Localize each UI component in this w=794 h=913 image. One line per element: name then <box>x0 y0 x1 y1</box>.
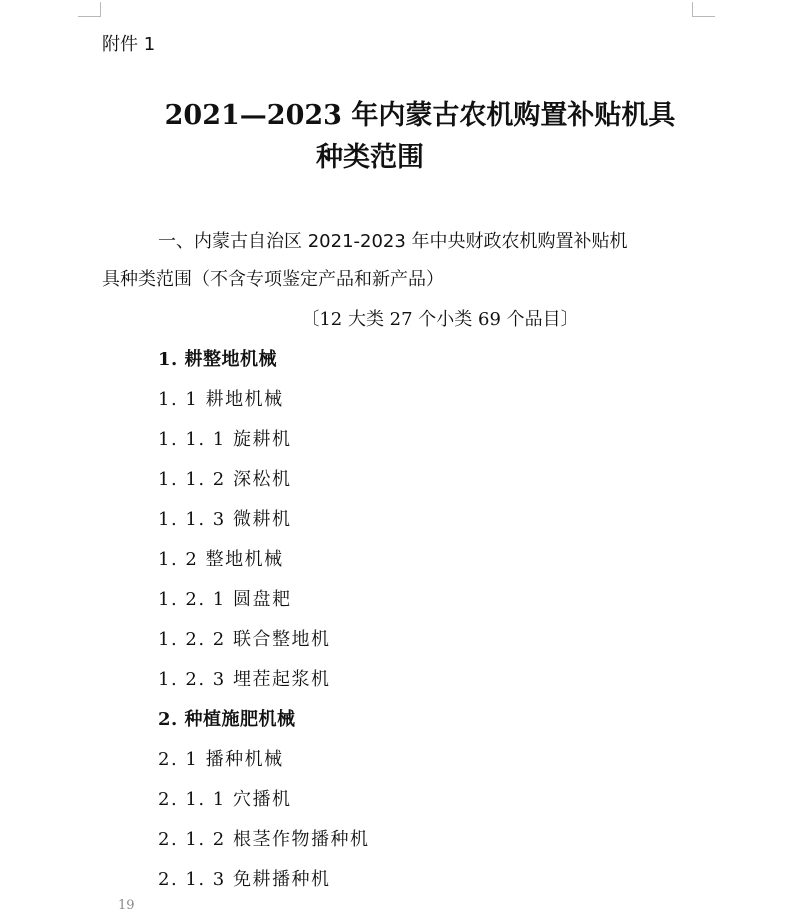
catalog-item: 2. 1. 1 穴播机 <box>158 789 292 810</box>
catalog-item: 1. 2. 3 埋茬起浆机 <box>158 669 331 690</box>
catalog-item: 2. 1 播种机械 <box>158 749 284 770</box>
category-heading: 2. 种植施肥机械 <box>158 709 296 730</box>
page-number: 19 <box>118 898 135 913</box>
catalog-item: 1. 2 整地机械 <box>158 549 284 570</box>
catalog-item: 1. 1. 2 深松机 <box>158 469 292 490</box>
section-subtitle: 〔12 大类 27 个小类 69 个品目〕 <box>301 309 579 330</box>
page-corner-mark-left <box>78 2 101 17</box>
section-heading-line-1: 一、内蒙古自治区 2021-2023 年中央财政农机购置补贴机 <box>158 231 628 252</box>
catalog-item: 2. 1. 2 根茎作物播种机 <box>158 829 370 850</box>
catalog-item: 1. 2. 1 圆盘耙 <box>158 589 292 610</box>
catalog-item: 2. 1. 3 免耕播种机 <box>158 869 331 890</box>
document-title-line-2: 种类范围 <box>316 142 424 173</box>
attachment-label: 附件 1 <box>102 34 156 55</box>
catalog-item: 1. 1. 1 旋耕机 <box>158 429 292 450</box>
catalog-item: 1. 1. 3 微耕机 <box>158 509 292 530</box>
page-corner-mark-right <box>692 2 715 17</box>
catalog-item: 1. 2. 2 联合整地机 <box>158 629 331 650</box>
catalog-item: 1. 1 耕地机械 <box>158 389 284 410</box>
category-heading: 1. 耕整地机械 <box>158 349 278 370</box>
document-title-line-1: 2021—2023 年内蒙古农机购置补贴机具 <box>164 100 676 131</box>
section-heading-line-2: 具种类范围（不含专项鉴定产品和新产品） <box>102 269 444 290</box>
